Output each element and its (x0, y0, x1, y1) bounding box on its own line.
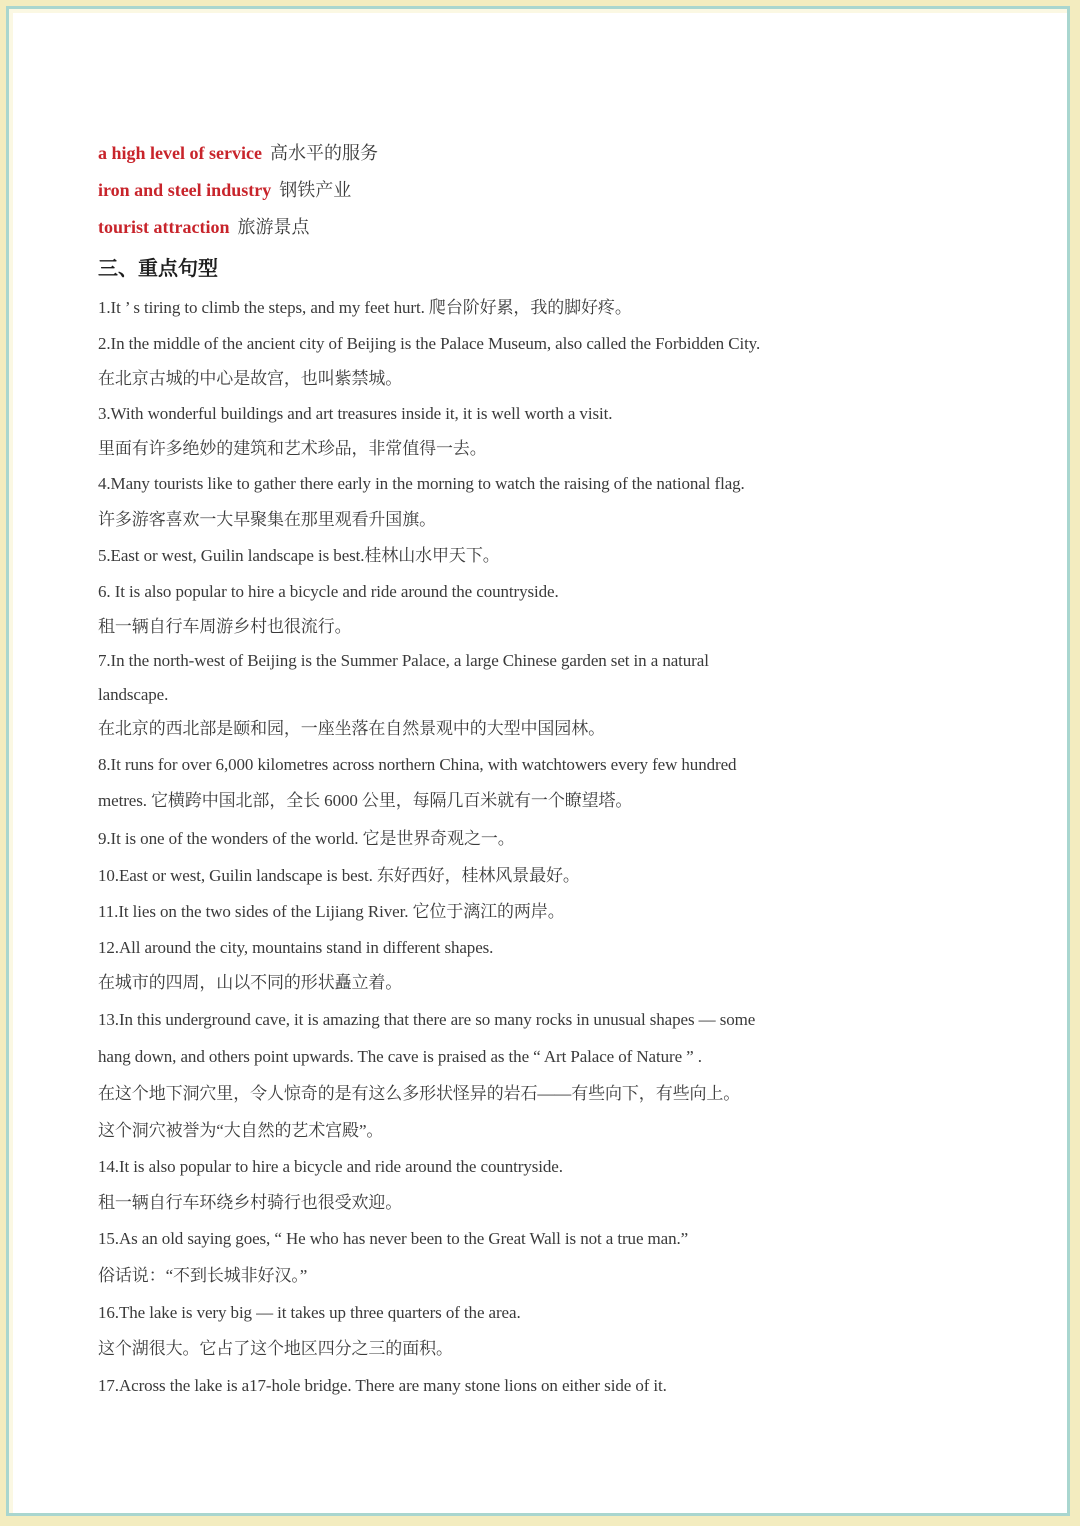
sentence-line: 14.It is also popular to hire a bicycle and ride around the countryside. (98, 1157, 563, 1176)
vocab-chinese: 旅游景点 (237, 217, 310, 237)
document-page (13, 13, 1067, 1513)
sentence-line: 11.It lies on the two sides of the Lijiang River. 它位于漓江的两岸。 (98, 902, 565, 921)
vocab-item (98, 211, 998, 248)
sentence-line: 9.It is one of the wonders of the world. 它是世界奇观之一。 (98, 829, 515, 848)
sentence-line: 租一辆自行车环绕乡村骑行也很受欢迎。 (98, 1193, 403, 1212)
sentence-line: 许多游客喜欢一大早聚集在那里观看升国旗。 (98, 510, 436, 529)
section-title: 三、重点句型 (98, 256, 218, 280)
sentence-line: 15.As an old saying goes, “ He who has never been to the Great Wall is not a true man.” (98, 1229, 689, 1248)
vocab-item (98, 174, 998, 211)
sentence-line: landscape. (98, 685, 169, 704)
sentence-line: 8.It runs for over 6,000 kilometres across northern China, with watchtowers every few hundred (98, 755, 737, 774)
sentence-line: 4.Many tourists like to gather there early in the morning to watch the raising of the national flag. (98, 474, 745, 493)
sentence-line: 1.It ’ s tiring to climb the steps, and my feet hurt. 爬台阶好累，我的脚好疼。 (98, 298, 632, 317)
sentence-line: hang down, and others point upwards. The cave is praised as the “ Art Palace of Nature ” . (98, 1047, 702, 1066)
sentence-line: 在这个地下洞穴里，令人惊奇的是有这么多形状怪异的岩石——有些向下，有些向上。 (98, 1084, 741, 1103)
vocab-english: iron and steel industry (98, 180, 272, 200)
vocab-chinese: 高水平的服务 (269, 143, 378, 163)
sentence-list (98, 290, 998, 1404)
sentence-line: 这个湖很大。它占了这个地区四分之三的面积。 (98, 1339, 453, 1358)
vocab-english: a high level of service (98, 143, 262, 163)
sentence-line: 6. It is also popular to hire a bicycle and ride around the countryside. (98, 582, 559, 601)
sentence-line: 17.Across the lake is a17-hole bridge. There are many stone lions on either side of it. (98, 1376, 667, 1395)
sentence-line: 3.With wonderful buildings and art treasures inside it, it is well worth a visit. (98, 404, 613, 423)
sentence-line: 13.In this underground cave, it is amazing that there are so many rocks in unusual shapes — some (98, 1010, 756, 1029)
sentence-line: 16.The lake is very big — it takes up three quarters of the area. (98, 1303, 521, 1322)
sentence-line: metres. 它横跨中国北部，全长 6000 公里，每隔几百米就有一个瞭望塔。 (98, 791, 633, 810)
sentence-line: 在北京古城的中心是故宫，也叫紫禁城。 (98, 369, 403, 388)
sentence-line: 这个洞穴被誉为“大自然的艺术宫殿”。 (98, 1121, 384, 1140)
document-content (98, 137, 998, 1404)
sentence-line: 租一辆自行车周游乡村也很流行。 (98, 617, 352, 636)
vocab-item (98, 137, 998, 174)
sentence-line: 在北京的西北部是颐和园，一座坐落在自然景观中的大型中国园林。 (98, 719, 605, 738)
vocab-english: tourist attraction (98, 217, 230, 237)
vocab-chinese: 钢铁产业 (279, 180, 352, 200)
sentence-line: 7.In the north-west of Beijing is the Summer Palace, a large Chinese garden set in a natural (98, 651, 709, 670)
sentence-line: 10.East or west, Guilin landscape is best. 东好西好，桂林风景最好。 (98, 866, 580, 885)
sentence-line: 在城市的四周，山以不同的形状矗立着。 (98, 973, 403, 992)
sentence-line: 俗话说：“不到长城非好汉。” (98, 1266, 308, 1285)
sentence-line: 里面有许多绝妙的建筑和艺术珍品，非常值得一去。 (98, 439, 487, 458)
vocab-list (98, 137, 998, 248)
sentence-line: 2.In the middle of the ancient city of Beijing is the Palace Museum, also called the Forbidden City. (98, 334, 761, 353)
sentence-line: 12.All around the city, mountains stand in different shapes. (98, 938, 494, 957)
sentence-line: 5.East or west, Guilin landscape is best.桂林山水甲天下。 (98, 546, 500, 565)
